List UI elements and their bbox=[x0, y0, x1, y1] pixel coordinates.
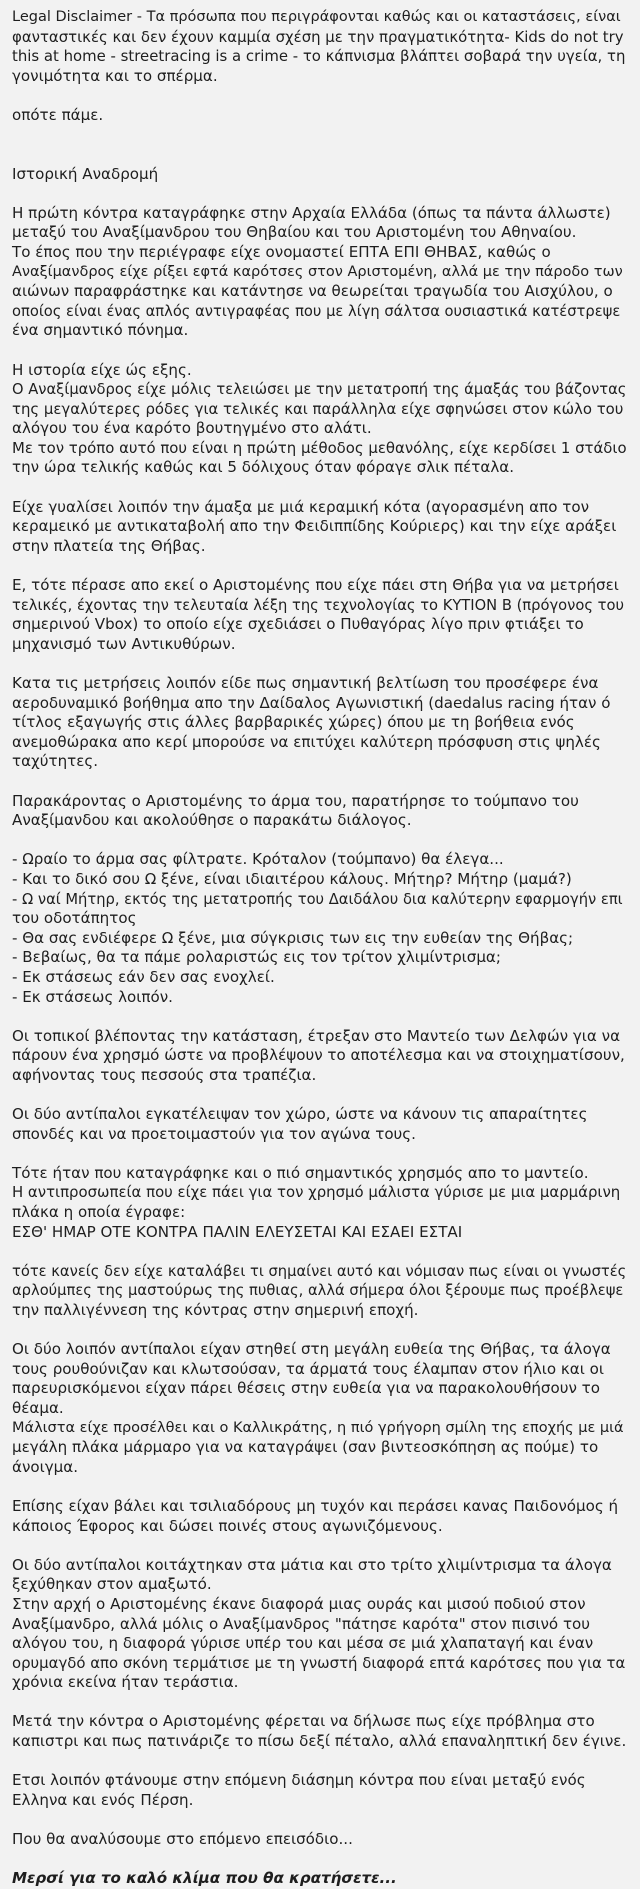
text-line: σημερινού Vbox) το οποίο είχε σχεδιάσει ο Πυθαγόρας λίγο πριν φτιάξει το bbox=[12, 615, 584, 634]
spacer bbox=[12, 1242, 628, 1262]
spacer bbox=[12, 1007, 628, 1027]
paragraph-7 bbox=[12, 1027, 628, 1086]
text-line: Ε, τότε πέρασε απο εκεί ο Αριστομένης που είχε πάει στη Θήβα για να μετρήσει bbox=[12, 576, 619, 595]
text-line: Μετά την κόντρα ο Αριστομένης φέρεται να δήλωσε πως είχε πρόβλημα στο bbox=[12, 1712, 595, 1731]
text-line: Legal Disclaimer - Τα πρόσωπα που περιγράφονται καθώς και οι καταστάσεις, είναι bbox=[12, 9, 621, 25]
spacer bbox=[12, 831, 628, 851]
paragraph-4 bbox=[12, 576, 628, 654]
text-line: οποίος είναι ένας απλός αντιγραφέας που με λίγη σάλτσα ουσιαστικά κατέστρεψε bbox=[12, 302, 621, 320]
dialogue-line: - Ω ναί Μήτηρ, εκτός της μετατροπής του Δαιδάλου δια καλύτερην εφαρμογήν επι bbox=[12, 890, 623, 908]
text-line: αλόγου του ένα καρότο βουτηγμένο στο αλάτι. bbox=[12, 419, 372, 438]
paragraph-11 bbox=[12, 1340, 628, 1477]
spacer bbox=[12, 86, 628, 106]
paragraph-6 bbox=[12, 792, 628, 831]
paragraph-2 bbox=[12, 361, 628, 479]
text-line: Αναξίμανδου και ακολούθησε ο παρακάτω διάλογος. bbox=[12, 811, 412, 830]
spacer bbox=[12, 1536, 628, 1556]
paragraph-10 bbox=[12, 1262, 628, 1321]
text-line: θέαμα. bbox=[12, 1398, 64, 1417]
oracle-inscription: ΕΣΘ' ΗΜΑΡ ΟΤΕ ΚΟΝΤΡΑ ΠΑΛΙΝ ΕΛΕΥΣΕΤΑΙ ΚΑΙ ΕΣΑΕΙ ΕΣΤΑΙ bbox=[12, 1222, 463, 1241]
text-line: Αναξίμανδρο, αλλά μόλις ο Αναξίμανδρος "πάτησε καρότα" στον πισινό του bbox=[12, 1614, 591, 1633]
text-line: χρόνια εκείνα ήταν τεράστια. bbox=[12, 1673, 239, 1692]
text-line: καπιστρι και πως πατινάριζε το πίσω δεξί πέταλο, αλλά επαναληπτική δεν έγινε. bbox=[12, 1732, 627, 1751]
text-line: μεταξύ του Αναξίμανδρου του Θηβαίου και του Αριστομένη του Αθηναίου. bbox=[12, 223, 577, 242]
text-line: this at home - streetracing is a crime - το κάπνισμα βλάπτει σοβαρά την υγεία, τη bbox=[12, 47, 626, 66]
spacer bbox=[12, 654, 628, 674]
text-line: στην πλατεία της Θήβας. bbox=[12, 536, 206, 555]
text-line: Αναξίμανδρος είχε ρίξει εφτά καρότσες στον Αριστομένη, αλλά με την πάροδο των bbox=[12, 263, 623, 280]
text-line: Τότε ήταν που καταγράφηκε και ο πιό σημαντικός χρησμός απο το μαντείο. bbox=[12, 1163, 589, 1182]
dialogue-line: - Εκ στάσεως εάν δεν σας ενοχλεί. bbox=[12, 967, 275, 986]
text-line: σπονδές και να προετοιμαστούν για τον αγώνα τους. bbox=[12, 1124, 416, 1143]
spacer bbox=[12, 341, 628, 361]
section-heading: Ιστορική Αναδρομή bbox=[12, 164, 159, 183]
text-line: τους ρουθούνιζαν και κλωτσούσαν, τα άρματά τους έλαμπαν στον ήλιο και οι bbox=[12, 1359, 604, 1378]
spacer bbox=[12, 1810, 628, 1830]
paragraph-14 bbox=[12, 1712, 628, 1751]
spacer bbox=[12, 1693, 628, 1713]
spacer bbox=[12, 1850, 628, 1870]
paragraph-5 bbox=[12, 674, 628, 772]
text-line: Η ιστορία είχε ώς εξης. bbox=[12, 360, 192, 379]
text-line: Στην αρχή ο Αριστομένης έκανε διαφορά μιας ουράς και μισού ποδιού στον bbox=[12, 1594, 586, 1613]
spacer bbox=[12, 1321, 628, 1341]
spacer bbox=[12, 772, 628, 792]
text-line: ανεμοθώρακα απο κερί μπορούσε να επιτύχει καλύτερη πρόσφυση στις ψηλές bbox=[12, 732, 601, 751]
text-line: άνοιγμα. bbox=[12, 1457, 79, 1476]
text-line: Παρακάροντας ο Αριστομένης το άρμα του, παρατήρησε το τούμπανο του bbox=[12, 791, 579, 810]
paragraph-15 bbox=[12, 1771, 628, 1810]
dialogue-line: - Ωραίο το άρμα σας φίλτρατε. Κρόταλον (τούμπανο) θα έλεγα... bbox=[12, 850, 504, 869]
paragraph-12 bbox=[12, 1497, 628, 1536]
text-line: Οι δύο αντίπαλοι εγκατέλειψαν τον χώρο, ώστε να κάνουν τις απαραίτητες bbox=[12, 1105, 588, 1124]
spacer bbox=[12, 184, 628, 204]
closing-line: Μερσί για το καλό κλίμα που θα κρατήσετε... bbox=[12, 1869, 397, 1888]
text-line: Ετσι λοιπόν φτάνουμε στην επόμενη διάσημη κόντρα που είναι μεταξύ ενός bbox=[12, 1771, 586, 1790]
text-line: τότε κανείς δεν είχε καταλάβει τι σημαίνει αυτό και νόμισαν πως είναι οι γνωστές bbox=[12, 1262, 627, 1280]
text-line: Κατα τις μετρήσεις λοιπόν είδε πως σημαντική βελτίωση του προσέφερε ένα bbox=[12, 674, 599, 692]
text-line: Το έπος που την περιέγραφε είχε ονομαστεί ΕΠΤΑ ΕΠΙ ΘΗΒΑΣ, καθώς ο bbox=[12, 242, 551, 261]
text-line: Επίσης είχαν βάλει και τσιλιαδόρους μη τυχόν και περάσει κανας Παιδονόμος ή bbox=[12, 1496, 619, 1515]
text-line: Ο Αναξίμανδρος είχε μόλις τελειώσει με την μετατροπή της άμαξάς του βάζοντας bbox=[12, 381, 627, 399]
paragraph-3 bbox=[12, 498, 628, 557]
spacer bbox=[12, 1477, 628, 1497]
spacer bbox=[12, 1144, 628, 1164]
text-line: πάρουν ένα χρησμό ώστε να προβλέψουν το αποτέλεσμα και να στοιχηματίσουν, bbox=[12, 1046, 625, 1065]
text-line: Οι δύο λοιπόν αντίπαλοι είχαν στηθεί στη μεγάλη ευθεία της Θήβας, τα άλογα bbox=[12, 1340, 611, 1359]
paragraph-13 bbox=[12, 1556, 628, 1693]
text-line: πλάκα η οποία έγραφε: bbox=[12, 1203, 186, 1222]
text-line: Είχε γυαλίσει λοιπόν την άμαξα με μιά κεραμική κότα (αγορασμένη απο τον bbox=[12, 497, 589, 516]
text-line: αεροδυναμικό βοήθημα απο την Δαίδαλος Αγωνιστική (daedalus racing ήταν ό bbox=[12, 693, 611, 712]
text-line: φανταστικές και δεν έχουν καμμία σχέση με την πραγματικότητα- Kids do not try bbox=[12, 27, 624, 46]
text-line: μεγάλη πλάκα μάρμαρο για να καταγράψει (σαν βιντεοσκόπηση ας πούμε) το bbox=[12, 1438, 599, 1457]
text-line: αφήνοντας τους πεσσούς στα τραπέζια. bbox=[12, 1065, 317, 1084]
text-line: Οι τοπικοί βλέποντας την κατάσταση, έτρεξαν στο Μαντείο των Δελφών για να bbox=[12, 1026, 621, 1045]
text-line: αλόγου του, η διαφορά γύρισε υπέρ του και μέσα σε μιά χλαπαταγή και έναν bbox=[12, 1634, 594, 1653]
text-line: τίτλος εξαγωγής στις άλλες βαρβαρικές χώρες) όπου με τη βοήθεια ενός bbox=[12, 713, 575, 732]
dialogue-line: - Θα σας ενδιέφερε Ω ξένε, μια σύγκρισις των εις την ευθείαν της Θήβας; bbox=[12, 928, 574, 947]
paragraph-1 bbox=[12, 204, 628, 341]
text-line: Οι δύο αντίπαλοι κοιτάχτηκαν στα μάτια και στο τρίτο χλιμίντρισμα τα άλογα bbox=[12, 1555, 612, 1574]
text-line: αρλούμπες της μαστούρως της πυθιας, αλλά σήμερα όλοι ξέρουμε πως προέβλεψε bbox=[12, 1282, 624, 1300]
text-line: ξεχύθηκαν στον αμαξωτό. bbox=[12, 1575, 212, 1594]
paragraph-8 bbox=[12, 1105, 628, 1144]
text-line: της μεγαλύτερες ρόδες για τελικές και παράλληλα είχε σφηνώσει στον κώλο του bbox=[12, 399, 624, 418]
spacer bbox=[12, 478, 628, 498]
text-line: Η πρώτη κόντρα καταγράφηκε στην Αρχαία Ελλάδα (όπως τα πάντα άλλωστε) bbox=[12, 203, 611, 222]
spacer bbox=[12, 1085, 628, 1105]
text-line: κάποιος Έφορος και δώσει ποινές στους αγωνιζόμενους. bbox=[12, 1516, 443, 1535]
dialogue-line: - Και το δικό σου Ω ξένε, είναι ιδιαιτέρου κάλους. Μήτηρ? Μήτηρ (μαμά?) bbox=[12, 869, 572, 888]
text-line: ένα σημαντικό πόνημα. bbox=[12, 321, 189, 340]
dialogue bbox=[12, 850, 628, 1007]
spacer bbox=[12, 1752, 628, 1772]
text-line: ταχύτητες. bbox=[12, 752, 99, 771]
text-line: Μάλιστα είχε προσέλθει και ο Καλλικράτης, η πιό γρήγορη σμίλη της εποχής με μιά bbox=[12, 1419, 624, 1436]
text-line: ορυμαγδό απο σκόνη τερμάτισε με τη γνωστή διαφορά επτά καρότσες που για τα bbox=[12, 1653, 626, 1672]
legal-disclaimer bbox=[12, 8, 628, 86]
dialogue-line: - Βεβαίως, θα τα πάμε ρολαριστώς εις τον τρίτον χλιμίντρισμα; bbox=[12, 948, 501, 967]
text-line: παρευρισκόμενοι είχαν πάρει θέσεις στην ευθεία για να παρακολουθήσουν το bbox=[12, 1379, 600, 1398]
spacer bbox=[12, 126, 628, 165]
text-line: Η αντιπροσωπεία που είχε πάει για τον χρησμό μάλιστα γύρισε με μια μαρμάρινη bbox=[12, 1183, 621, 1202]
text-line: την ώρα τελικής καθώς και 5 δόλιχους όταν φόραγε σλικ πέταλα. bbox=[12, 458, 515, 477]
dialogue-line: - Εκ στάσεως λοιπόν. bbox=[12, 987, 173, 1006]
text-line: αιώνων παραφράστηκε και κατάντησε να θεωρείται τραγωδία του Αισχύλου, ο bbox=[12, 282, 613, 301]
next-episode-line: Που θα αναλύσουμε στο επόμενο επεισόδιο... bbox=[12, 1830, 353, 1849]
text-line: μηχανισμό των Αντικυθύρων. bbox=[12, 634, 236, 653]
spacer bbox=[12, 556, 628, 576]
intro-line: οπότε πάμε. bbox=[12, 105, 104, 124]
dialogue-line: του οδοτάπητος bbox=[12, 909, 137, 928]
text-line: τελικές, έχοντας την τελευταία λέξη της τεχνολογίας το ΚΥΤΙΟΝ Β (πρόγονος του bbox=[12, 596, 624, 614]
text-line: γονιμότητα και το σπέρμα. bbox=[12, 66, 218, 85]
text-line: κεραμεικό με αντικαταβολή απο την Φειδιππίδης Κούριερς) και την είχε αράξει bbox=[12, 517, 617, 536]
text-line: την παλλιγέννεση της κόντρας στην σημερινή εποχή. bbox=[12, 1301, 419, 1319]
paragraph-9 bbox=[12, 1164, 628, 1242]
text-line: Με τον τρόπο αυτό που είναι η πρώτη μέθοδος μεθανόλης, είχε κερδίσει 1 στάδιο bbox=[12, 438, 627, 457]
text-line: Ελληνα και ενός Πέρση. bbox=[12, 1790, 194, 1809]
